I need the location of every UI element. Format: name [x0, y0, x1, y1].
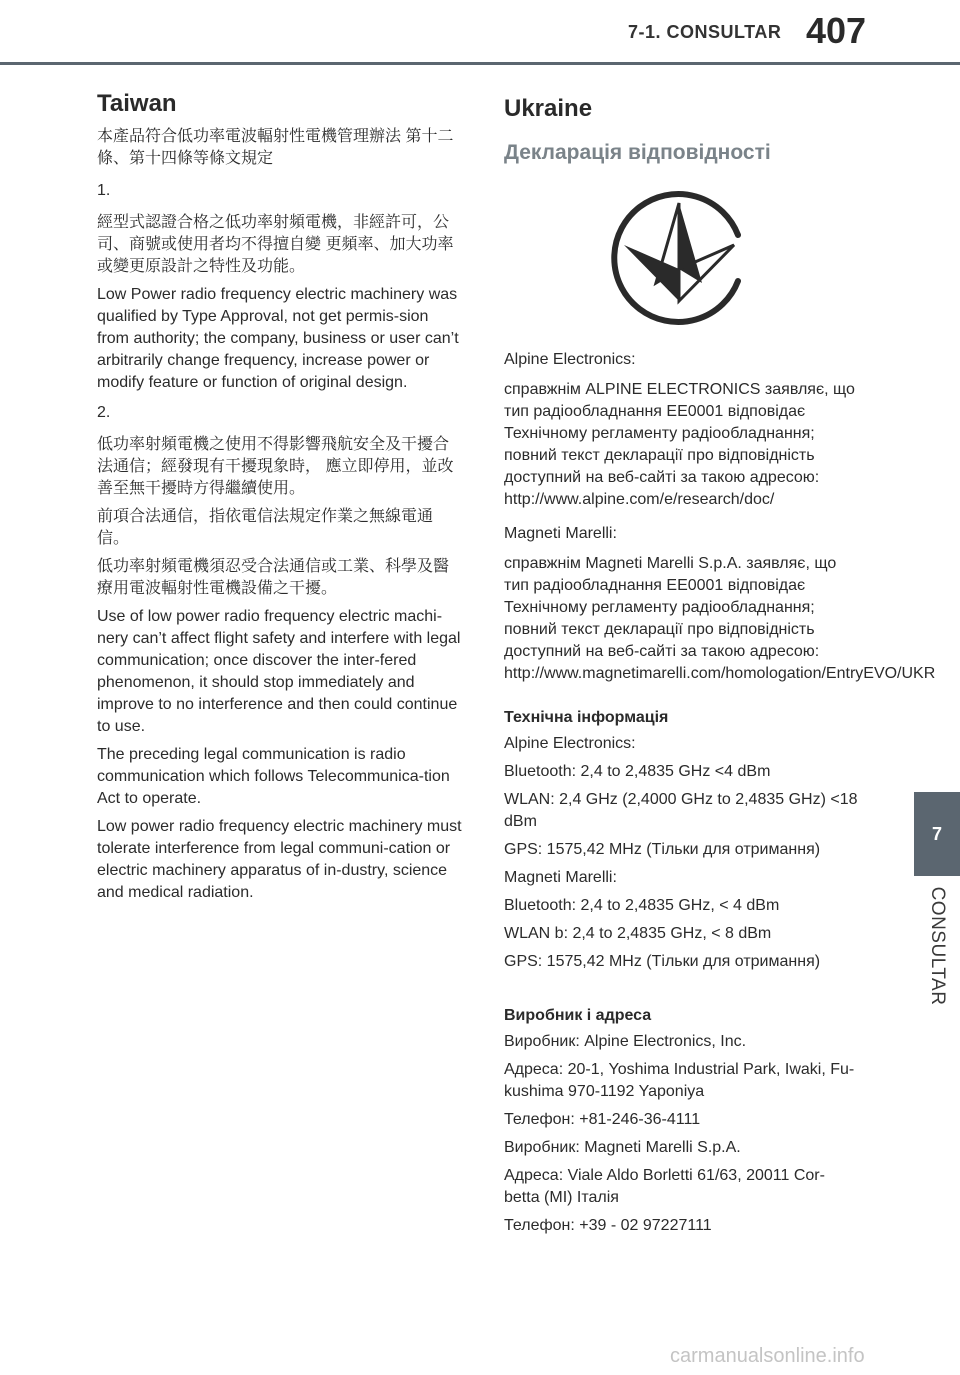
taiwan-paragraph: Low power radio frequency electric machinery must tolerate interference from legal communi-cation or electric machinery apparatus of in-dustry, science and medical radiation. [97, 818, 462, 901]
manufacturer-line: Телефон: +39 - 02 97227111 [504, 1217, 712, 1234]
taiwan-paragraph: 經型式認證合格之低功率射頻電機，非經許可，公司、商號或使用者均不得擅自變 更頻率、加大功率或變更原設計之特性及功能。 [97, 214, 454, 275]
taiwan-paragraph: 本產品符合低功率電波輻射性電機管理辦法 第十二條、第十四條等條文規定 [97, 128, 454, 167]
tech-info-line: Bluetooth: 2,4 to 2,4835 GHz <4 dBm [504, 763, 771, 780]
page-number: 407 [806, 10, 867, 51]
taiwan-paragraph: 低功率射頻電機須忍受合法通信或工業、科學及醫療用電波輻射性電機設備之干擾。 [97, 558, 450, 597]
ukraine-section [504, 95, 936, 1243]
declaration-line: Magneti Marelli: [504, 525, 617, 542]
chapter-title: 7-1. CONSULTAR [628, 22, 782, 42]
header-rule [0, 62, 960, 65]
chapter-side-label: CONSULTAR [927, 886, 948, 1006]
manufacturer-line: Адреса: Viale Aldo Borletti 61/63, 20011 Cor-betta (MI) Італія [504, 1167, 825, 1206]
tech-info-line: WLAN: 2,4 GHz (2,4000 GHz to 2,4835 GHz) <18 dBm [504, 791, 858, 830]
tech-info-line: Bluetooth: 2,4 to 2,4835 GHz, < 4 dBm [504, 897, 780, 914]
declaration-heading: Декларація відповідності [504, 141, 771, 164]
taiwan-paragraph: Low Power radio frequency electric machinery was qualified by Type Approval, not get permis-sion from authority; the company, business or user can’t arbitrarily change frequency, increase power or modify feature or function of original design. [97, 286, 459, 391]
chapter-tab[interactable] [914, 792, 960, 876]
ukrsepro-mark-icon [604, 183, 754, 333]
chapter-tab-number: 7 [931, 823, 942, 844]
taiwan-heading: Taiwan [97, 90, 177, 117]
taiwan-paragraph: 2. [97, 404, 111, 421]
taiwan-paragraph: 前項合法通信，指依電信法規定作業之無線電通信。 [97, 508, 434, 547]
tech-info-line: GPS: 1575,42 MHz (Тільки для отримання) [504, 953, 821, 970]
tech-info-line: Magneti Marelli: [504, 869, 617, 886]
ukraine-heading: Ukraine [504, 95, 593, 122]
taiwan-paragraph: 1. [97, 182, 111, 199]
watermark: carmanualsonline.info [670, 1345, 865, 1367]
manufacturer-heading: Виробник і адреса [504, 1007, 652, 1024]
taiwan-paragraph: The preceding legal communication is radio communication which follows Telecommunica-tion Act to operate. [97, 746, 450, 807]
manufacturer-line: Адреса: 20-1, Yoshima Industrial Park, Iwaki, Fu-kushima 970-1192 Yaponiya [504, 1061, 855, 1100]
tech-info-line: Alpine Electronics: [504, 735, 636, 752]
taiwan-paragraph: 低功率射頻電機之使用不得影響飛航安全及干擾合法通信；經發現有干擾現象時， 應立即停用，並改善至無干擾時方得繼續使用。 [97, 436, 454, 497]
declaration-line: справжнім Magneti Marelli S.p.A. заявляє, що тип радіообладнання EE0001 відповідає Технічному регламенту радіообладнання; повний текст декларації про відповідність доступний на веб-сайті за такою адресою: http://www.magnetimarelli.com/homologation/EntryEVO/UKR [504, 555, 936, 682]
tech-info-heading: Технічна інформація [504, 709, 669, 726]
taiwan-paragraph: Use of low power radio frequency electric machi-nery can’t affect flight safety and interfere with legal communication; once discover the inter-fered phenomenon, it should stop immediately and improve to no interference and then could continue to use. [97, 608, 461, 735]
tech-info-line: WLAN b: 2,4 to 2,4835 GHz, < 8 dBm [504, 925, 772, 942]
taiwan-section [97, 90, 462, 910]
manufacturer-line: Виробник: Alpine Electronics, Inc. [504, 1033, 747, 1050]
manufacturer-line: Телефон: +81-246-36-4111 [504, 1111, 701, 1128]
manufacturer-line: Виробник: Magneti Marelli S.p.A. [504, 1139, 741, 1156]
declaration-line: Alpine Electronics: [504, 351, 636, 368]
tech-info-line: GPS: 1575,42 MHz (Тільки для отримання) [504, 841, 821, 858]
declaration-line: справжнім ALPINE ELECTRONICS заявляє, що тип радіообладнання EE0001 відповідає Технічному регламенту радіообладнання; повний текст декларації про відповідність доступний на веб-сайті за такою адресою: http://www.alpine.com/e/research/doc/ [504, 381, 855, 508]
